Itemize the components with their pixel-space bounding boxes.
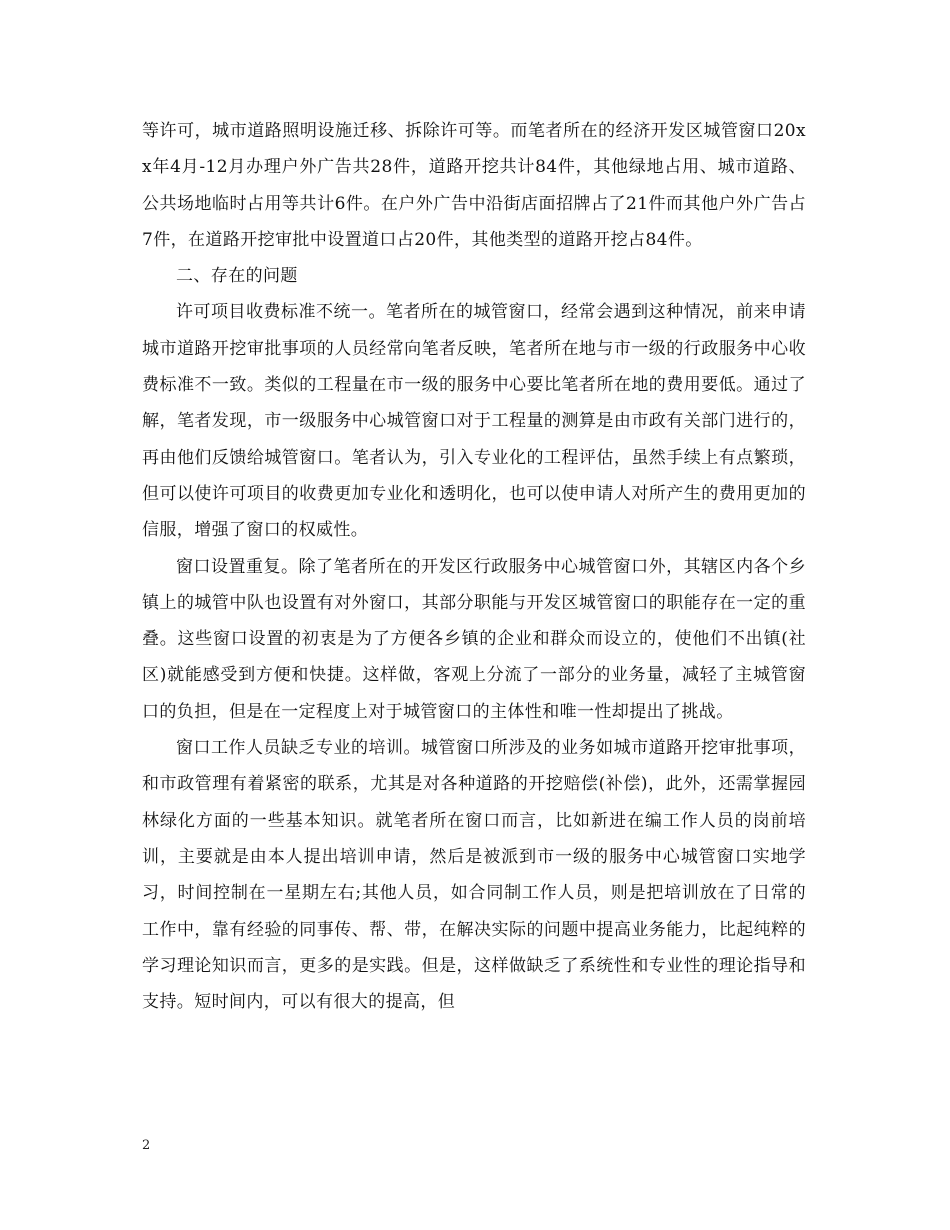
paragraph-window-duplication: 窗口设置重复。除了笔者所在的开发区行政服务中心城管窗口外，其辖区内各个乡镇上的城管中队也设置有对外窗口，其部分职能与开发区城管窗口的职能存在一定的重叠。这些窗口设置的初衷是为了方便各乡镇的企业和群众而设立的，使他们不出镇(社区)就能感受到方便和快捷。这样做，客观上分流了一部分的业务量，减轻了主城管窗口的负担，但是在一定程度上对于城管窗口的主体性和唯一性却提出了挑战。	[142, 556, 806, 722]
section-heading-existing-problems: 二、存在的问题	[176, 266, 298, 287]
paragraph-fee-standards: 许可项目收费标准不统一。笔者所在的城管窗口，经常会遇到这种情况，前来申请城市道路开挖审批事项的人员经常向笔者反映，笔者所在地与市一级的行政服务中心收费标准不一致。类似的工程量在市一级的服务中心要比笔者所在地的费用要低。通过了解，笔者发现，市一级服务中心城管窗口对于工程量的测算是由市政有关部门进行的，再由他们反馈给城管窗口。笔者认为，引入专业化的工程评估，虽然手续上有点繁琐，但可以使许可项目的收费更加专业化和透明化，也可以使申请人对所产生的费用更加的信服，增强了窗口的权威性。	[142, 302, 806, 541]
paragraph-permit-statistics: 等许可，城市道路照明设施迁移、拆除许可等。而笔者所在的经济开发区城管窗口20xx年4月-12月办理户外广告共28件，道路开挖共计84件，其他绿地占用、城市道路、公共场地临时占用等共计6件。在户外广告中沿街店面招牌占了21件而其他户外广告占7件，在道路开挖审批中设置道口占20件，其他类型的道路开挖占84件。	[142, 121, 806, 250]
paragraph-staff-training: 窗口工作人员缺乏专业的培训。城管窗口所涉及的业务如城市道路开挖审批事项，和市政管理有着紧密的联系，尤其是对各种道路的开挖赔偿(补偿)，此外，还需掌握园林绿化方面的一些基本知识。就笔者所在窗口而言，比如新进在编工作人员的岗前培训，主要就是由本人提出培训申请，然后是被派到市一级的服务中心城管窗口实地学习，时间控制在一星期左右;其他人员，如合同制工作人员，则是把培训放在了日常的工作中，靠有经验的同事传、帮、带，在解决实际的问题中提高业务能力，比起纯粹的学习理论知识而言，更多的是实践。但是，这样做缺乏了系统性和专业性的理论指导和支持。短时间内，可以有很大的提高，但	[142, 738, 806, 1013]
page-number: 2	[142, 1138, 151, 1153]
document-body	[142, 113, 806, 1020]
